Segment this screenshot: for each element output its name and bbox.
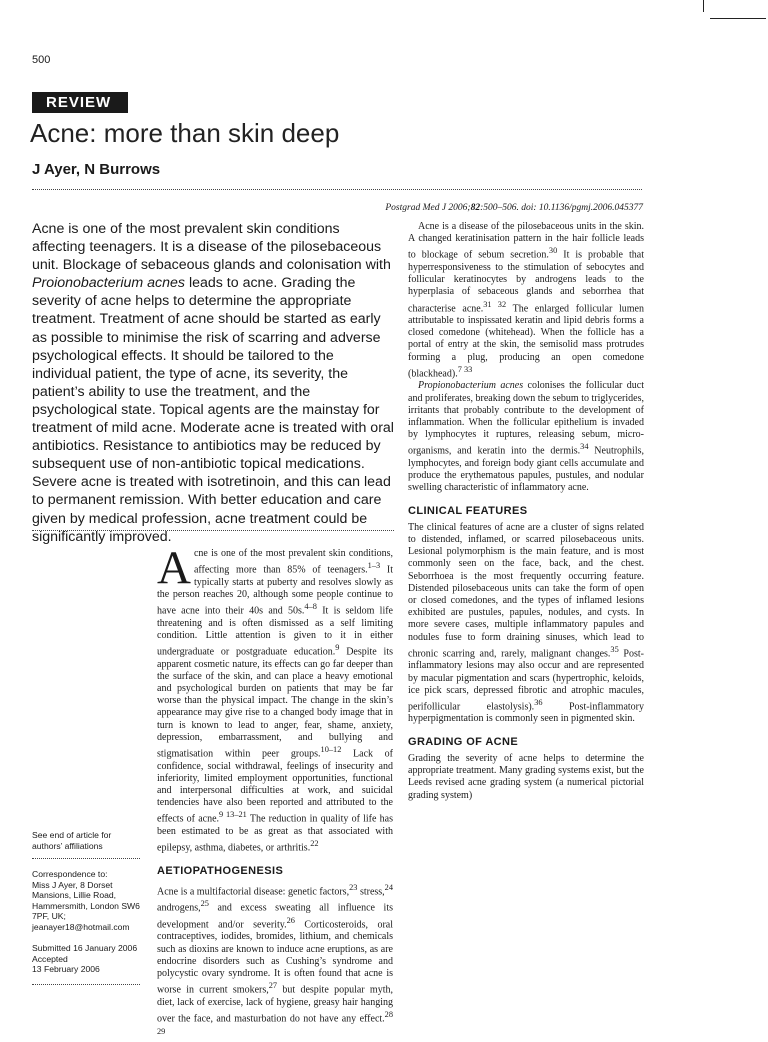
citation: Postgrad Med J 2006;82:500–506. doi: 10.1136/pgmj.2006.045377 — [385, 203, 643, 213]
sidebar-correspondence: Correspondence to: Miss J Ayer, 8 Dorset Mansions, Lillie Road, Hammersmith, London SW6 7PF, UK; jeanayer18@hotmail.com — [32, 869, 142, 933]
email-link[interactable]: jeanayer18@hotmail.com — [32, 921, 130, 932]
crop-mark-horizontal — [710, 18, 766, 19]
section-heading-clinical-features: CLINICAL FEATURES — [408, 504, 528, 517]
crop-mark-vertical — [703, 0, 704, 12]
page-title: Acne: more than skin deep — [30, 118, 340, 148]
grading-paragraph: Grading the severity of acne helps to determine the appropriate treatment. Many grading systems exist, but the Leeds revised acne grading system (a numerical pictorial grading system) — [408, 752, 644, 801]
abstract: Acne is one of the most prevalent skin conditions affecting teenagers. It is a disease of the pilosebaceous unit. Blockage of sebaceous glands and colonisation with Proionobacterium acnes leads to acne. Grading the severity of acne helps to determine the appropriate treatment. Treatment of acne should be started as early as possible to minimise the risk of scarring and adverse psychological effects. It should be tailored to the individual patient, the type of acne, its severity, the patient’s ability to use the treatment, and the psychological state. Topical agents are the mainstay for treatment of mild acne. Moderate acne is treated with oral antibiotics. Resistance to antibiotics may be reduced by subsequent use of non-antibiotic topical medications. Severe acne is treated with isotretinoin, and this can lead to permanent remission. With better education and care given by medical profession, acne treatment could be significantly improved. — [32, 221, 394, 545]
column-right — [408, 221, 644, 802]
sidebar-affiliations: See end of article for authors’ affiliations — [32, 830, 112, 851]
intro-paragraph: Acne is one of the most prevalent skin conditions, affecting more than 85% of teenagers.$^{1-3}$ It typically starts at puberty and resolves slowly as the person reaches 20, although some people continue to have acne into their 40s and 50s.$^{4-8}$ It is seldom life threatening and is often dismissed as a self limiting condition. Little attention is given to it in either undergraduate or postgraduate education.$^9$ Despite its apparent cosmetic nature, its effects can go far deeper than the surface of the skin, and can place a heavy emotional and psychological burden on patients that may be far worse than the physical impact. The change in the skin’s appearance may give rise to a changed body image that in turn is known to lead to anger, fear, shame, anxiety, depression, embarrassment, and bullying and stigmatisation within peer groups.$^{10-12}$ Lack of confidence, social withdrawal, feelings of insecurity and inferiority, limited employment opportunities, functional and interpersonal difficulties at work, and suicidal tendencies have also been reported and attributed to the effects of acne.$^{9 13-21}$ The reduction in quality of life has been estimated to be as great as that associated with epilepsy, asthma, diabetes, or arthritis.$^{22}$ — [157, 542, 393, 854]
page-number: 500 — [32, 54, 51, 66]
abstract-divider — [32, 530, 394, 531]
aetio-paragraph-2: Acne is a disease of the pilosebaceous units in the skin. A changed keratinisation pattern in the hair follicle leads to blockage of sebum secretion.$^{30}$ It is probable that hyperresponsiveness to the stimulation of sebocytes and follicular keratinocytes by androgens leads to the hyperplasia of sebaceous glands and seborrhea that characterise acne.$^{31 32}$ The enlarged follicular lumen attributable to inspissated keratin and lipid debris forms a closed comedone (whitehead). When the follicle has a portal of entry at the skin, the semisolid mass protrudes forming a plug, producing an open comedone (blackhead).$^{7 33}$ — [408, 221, 644, 380]
section-tag: REVIEW — [32, 92, 128, 113]
column-middle — [157, 542, 393, 1042]
sidebar-dates: Submitted 16 January 2006 Accepted 13 February 2006 — [32, 943, 138, 975]
section-heading-aetiopathogenesis: AETIOPATHOGENESIS — [157, 864, 284, 877]
aetio-paragraph-1: Acne is a multifactorial disease: genetic factors,$^{23}$ stress,$^{24}$ androgens,$^{25}$ and excess sweating all influence its development and/or severity.$^{26}$ Corticosteroids, oral contraceptives, iodides, bromides, lithium, and chemicals such as dioxins are known to induce acne eruptions, as are endocrine disorders such as Cushing’s syndrome and polycystic ovary syndrome. It is often found that acne is worse in current smokers,$^{27}$ but despite popular myth, diet, lack of exercise, lack of hygiene, greasy hair hanging over the face, and masturbation do not have any effect.$^{28 29}$ — [157, 882, 393, 1036]
header-divider — [32, 189, 642, 190]
sidebar-divider-1 — [32, 858, 140, 859]
sidebar-divider-2 — [32, 984, 140, 985]
aetio-paragraph-3: Propionobacterium acnes colonises the follicular duct and proliferates, breaking down the sebum to triglycerides, irritants that probably contribute to the development of inflammation. When the follicular epithelium is invaded by lymphocytes it ruptures, releasing sebum, micro-organisms, and keratin into the dermis.$^{34}$ Neutrophils, lymphocytes, and foreign body giant cells accumulate and produce the erythematous papules, pustules, and nodular swelling characteristic of inflammatory acne. — [408, 380, 645, 494]
authors: J Ayer, N Burrows — [32, 161, 161, 178]
section-heading-grading: GRADING OF ACNE — [408, 735, 519, 748]
drop-cap: A — [157, 542, 191, 594]
clinical-paragraph: The clinical features of acne are a cluster of signs related to distended, inflamed, or scarred pilosebaceous units. Lesional polymorphism is the main feature, and is most commonly seen on the face, back, and the chest. Seborrhoea is the most frequently occurring feature. Distended pilosebaceous units can take the form of open or closed comedones, and the types of inflamed lesions exhibited are pustules, papules, nodules, and cysts. In more severe cases, multiple inflammatory papules and nodules fuse to form draining sinuses, which lead to chronic scarring and, rarely, malignant changes.$^{35}$ Post-inflammatory lesions may also occur and are represented by macular pigmentation and scars (hypertrophic, keloids, ice pick scars, depressed fibrotic and atrophic macules, perifollicular elastolysis).$^{36}$ Post-inflammatory hyperpigmentation is commonly seen in pigmented skin. — [408, 521, 644, 725]
